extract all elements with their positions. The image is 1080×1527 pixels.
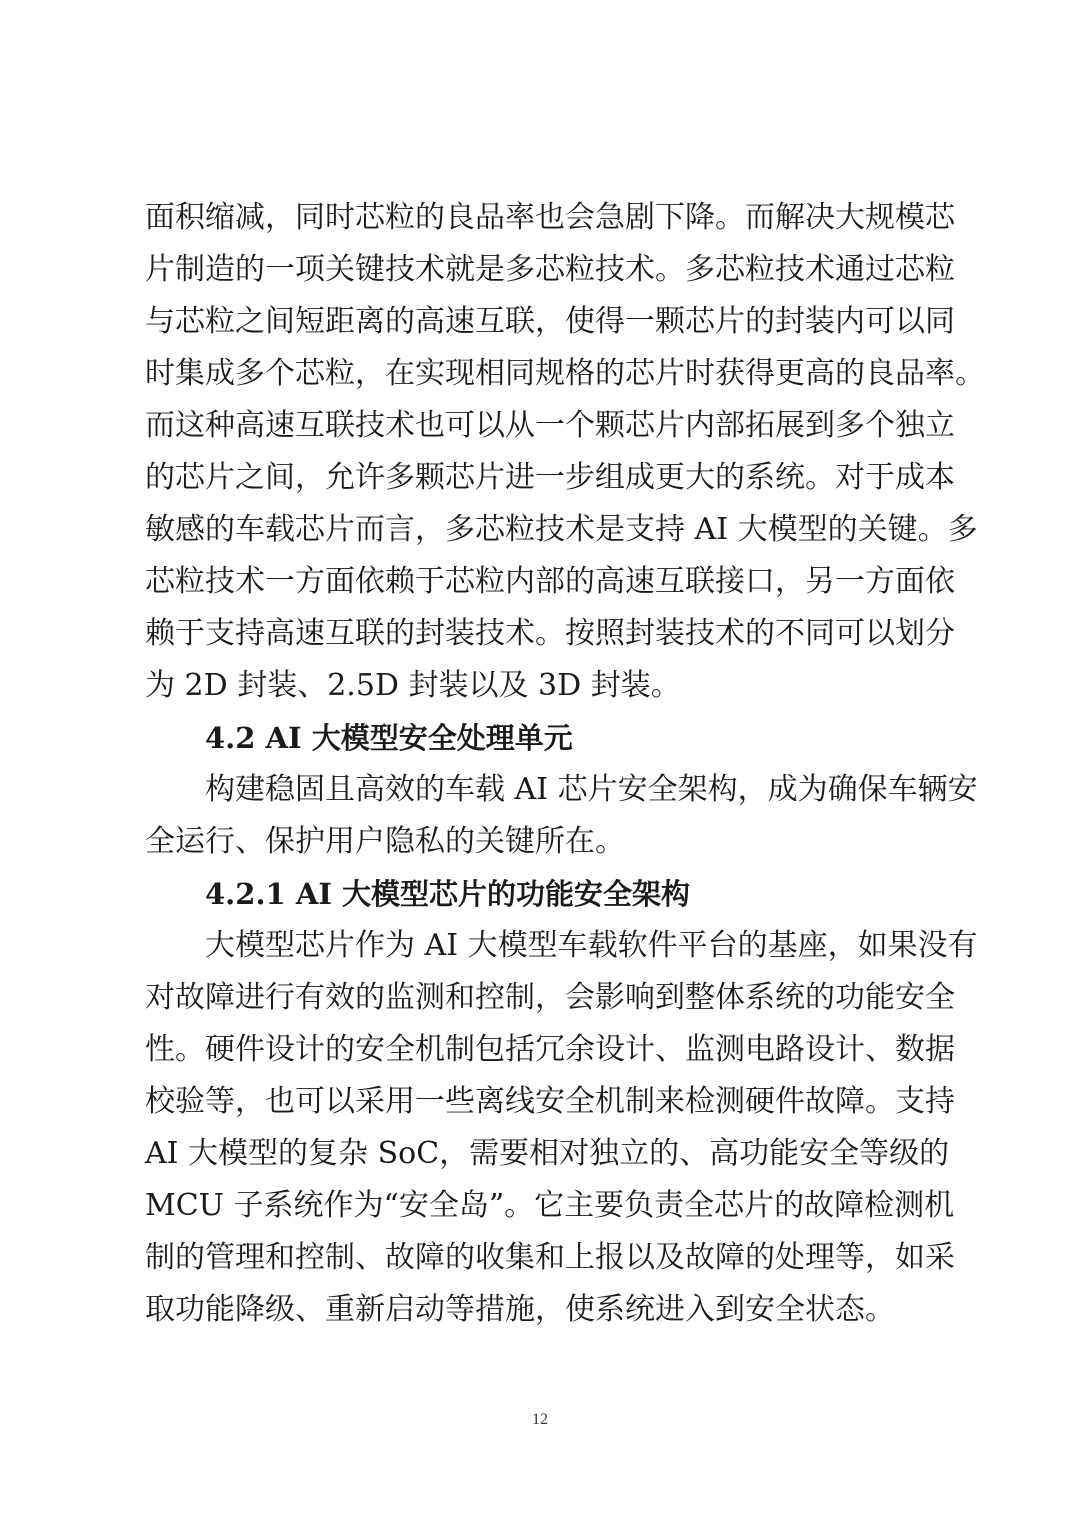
paragraph-line: MCU 子系统作为“安全岛”。它主要负责全芯片的故障检测机 [145, 1188, 955, 1223]
paragraph-line: 时集成多个芯粒，在实现相同规格的芯片时获得更高的良品率。 [145, 356, 985, 391]
paragraph-line: AI 大模型的复杂 SoC，需要相对独立的、高功能安全等级的 [145, 1136, 950, 1171]
paragraph-line: 敏感的车载芯片而言，多芯粒技术是支持 AI 大模型的关键。多 [145, 512, 978, 547]
paragraph-line: 性。硬件设计的安全机制包括冗余设计、监测电路设计、数据 [145, 1032, 955, 1067]
paragraph-line: 片制造的一项关键技术就是多芯粒技术。多芯粒技术通过芯粒 [145, 252, 955, 287]
section-heading-4-2: 4.2 AI 大模型安全处理单元 [205, 721, 573, 755]
paragraph-line: 取功能降级、重新启动等措施，使系统进入到安全状态。 [145, 1292, 895, 1327]
section-heading-4-2-1: 4.2.1 AI 大模型芯片的功能安全架构 [205, 877, 690, 911]
paragraph-line: 赖于支持高速互联的封装技术。按照封装技术的不同可以划分 [145, 616, 955, 651]
paragraph-line: 芯粒技术一方面依赖于芯粒内部的高速互联接口，另一方面依 [145, 564, 955, 599]
paragraph-line: 大模型芯片作为 AI 大模型车载软件平台的基座，如果没有 [205, 928, 978, 963]
paragraph-line: 制的管理和控制、故障的收集和上报以及故障的处理等，如采 [145, 1240, 955, 1275]
paragraph-line: 为 2D 封装、2.5D 封装以及 3D 封装。 [145, 668, 681, 703]
paragraph-line: 与芯粒之间短距离的高速互联，使得一颗芯片的封装内可以同 [145, 304, 955, 339]
paragraph-line: 对故障进行有效的监测和控制，会影响到整体系统的功能安全 [145, 980, 955, 1015]
paragraph-line: 校验等，也可以采用一些离线安全机制来检测硬件故障。支持 [145, 1084, 955, 1119]
paragraph-line: 构建稳固且高效的车载 AI 芯片安全架构，成为确保车辆安 [205, 772, 978, 807]
page-number: 12 [532, 1411, 548, 1428]
paragraph-line: 全运行、保护用户隐私的关键所在。 [145, 824, 625, 859]
paragraph-line: 的芯片之间，允许多颗芯片进一步组成更大的系统。对于成本 [145, 460, 955, 495]
paragraph-line: 而这种高速互联技术也可以从一个颗芯片内部拓展到多个独立 [145, 408, 955, 443]
paragraph-line: 面积缩减，同时芯粒的良品率也会急剧下降。而解决大规模芯 [145, 200, 955, 235]
